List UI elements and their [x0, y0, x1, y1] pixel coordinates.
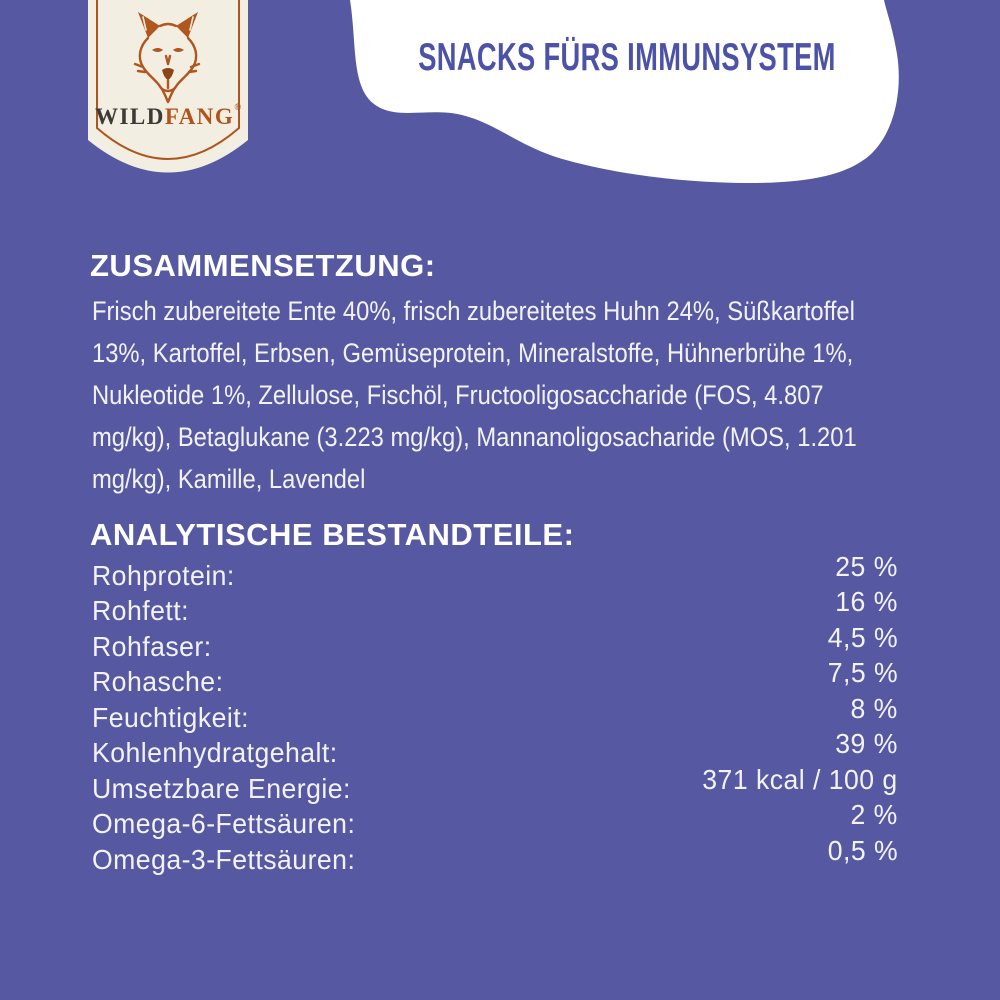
composition-text	[92, 290, 961, 500]
table-row	[92, 799, 898, 843]
analysis-table	[92, 550, 898, 878]
row-value: 371 kcal / 100 g	[702, 763, 898, 795]
table-row	[92, 586, 898, 630]
composition-line: mg/kg), Betaglukane (3.223 mg/kg), Mannanoligosacharide (MOS, 1.201	[92, 422, 857, 452]
composition-line: Frisch zubereitete Ente 40%, frisch zubereitetes Huhn 24%, Süßkartoffel	[92, 296, 855, 326]
table-row	[92, 692, 898, 736]
row-label: Feuchtigkeit:	[92, 701, 249, 733]
row-label: Omega-6-Fettsäuren:	[92, 808, 356, 840]
table-row	[92, 763, 898, 807]
table-row	[92, 621, 898, 665]
composition-line: mg/kg), Kamille, Lavendel	[92, 464, 366, 494]
composition-line: Nukleotide 1%, Zellulose, Fischöl, Fructooligosaccharide (FOS, 4.807	[92, 380, 824, 410]
brand-name-secondary: FANG	[164, 104, 235, 129]
row-label: Rohfett:	[92, 595, 189, 627]
row-label: Rohasche:	[92, 666, 224, 698]
row-value: 8 %	[850, 692, 898, 724]
row-value: 2 %	[850, 799, 898, 831]
registered-trademark-symbol: ®	[234, 102, 242, 112]
row-value: 4,5 %	[827, 621, 898, 653]
brand-name-primary: WILD	[94, 104, 165, 129]
composition-line: 13%, Kartoffel, Erbsen, Gemüseprotein, Mineralstoffe, Hühnerbrühe 1%,	[92, 338, 854, 368]
row-value: 16 %	[835, 586, 898, 618]
row-value: 7,5 %	[827, 657, 898, 689]
analysis-heading: ANALYTISCHE BESTANDTEILE:	[90, 517, 575, 552]
row-value: 39 %	[835, 728, 898, 760]
table-row	[92, 834, 898, 878]
row-label: Umsetzbare Energie:	[92, 772, 351, 804]
row-value: 0,5 %	[827, 834, 898, 866]
row-label: Omega-3-Fettsäuren:	[92, 843, 356, 875]
row-label: Rohprotein:	[92, 559, 235, 591]
row-value: 25 %	[835, 550, 898, 582]
row-label: Rohfaser:	[92, 630, 212, 662]
composition-heading: ZUSAMMENSETZUNG:	[90, 248, 436, 283]
page-title: SNACKS FÜRS IMMUNSYSTEM	[418, 36, 836, 79]
badge-shield-shape	[88, 0, 248, 195]
brand-wordmark	[88, 104, 248, 130]
table-row	[92, 657, 898, 701]
table-row	[92, 550, 898, 594]
brand-badge	[88, 0, 248, 195]
row-label: Kohlenhydratgehalt:	[92, 737, 338, 769]
